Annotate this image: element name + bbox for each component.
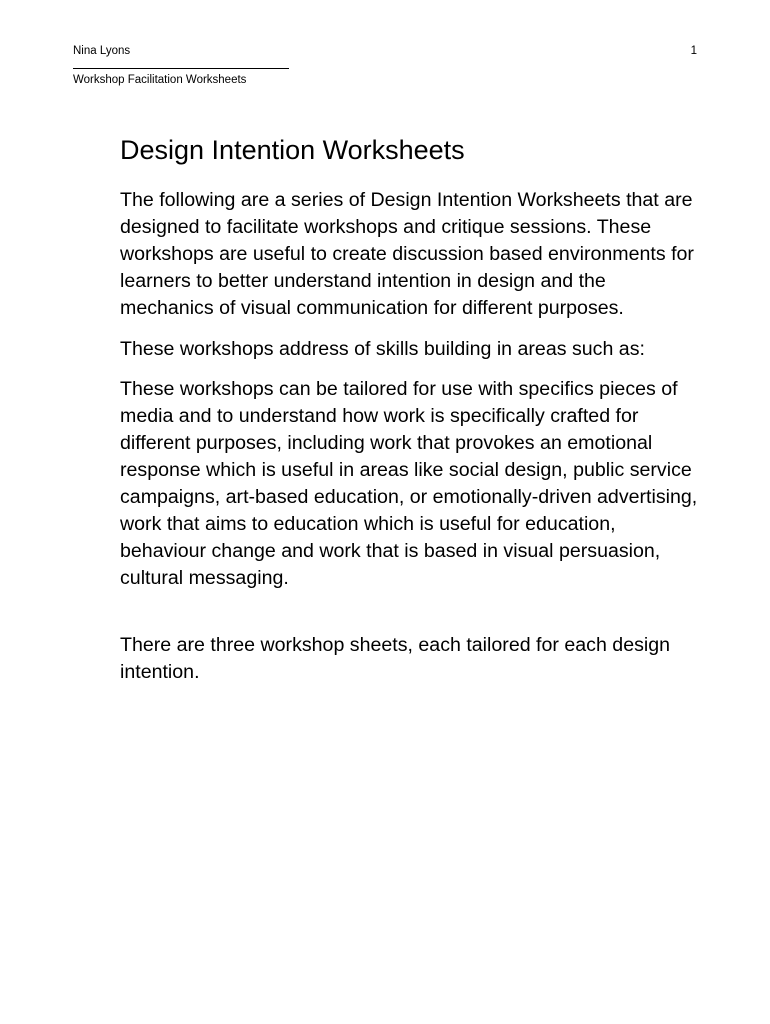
worksheets-paragraph: There are three workshop sheets, each tailored for each design intention. xyxy=(120,633,671,683)
author-name: Nina Lyons xyxy=(73,45,131,57)
intro-paragraph: The following are a series of Design Intention Worksheets that are designed to facilitate workshops and critique sessions. These workshops are useful to create discussion based environments for learners to better understand intention in design and the mechanics of visual communication for different purposes. xyxy=(120,189,694,319)
main-content xyxy=(120,133,700,700)
page-title: Design Intention Worksheets xyxy=(120,135,465,165)
page-number: 1 xyxy=(690,45,697,57)
header-divider xyxy=(73,68,289,69)
document-subtitle: Workshop Facilitation Worksheets xyxy=(73,74,247,86)
skills-paragraph: These workshops address of skills building in areas such as: xyxy=(120,337,645,360)
tailoring-paragraph: These workshops can be tailored for use with specifics pieces of media and to understand how work is specifically crafted for different purposes, including work that provokes an emotional response which is useful in areas like social design, public service campaigns, art-based education, or emotionally-driven advertising, work that aims to education which is useful for education, behaviour change and work that is based in visual persuasion, cultural messaging. xyxy=(120,378,698,589)
